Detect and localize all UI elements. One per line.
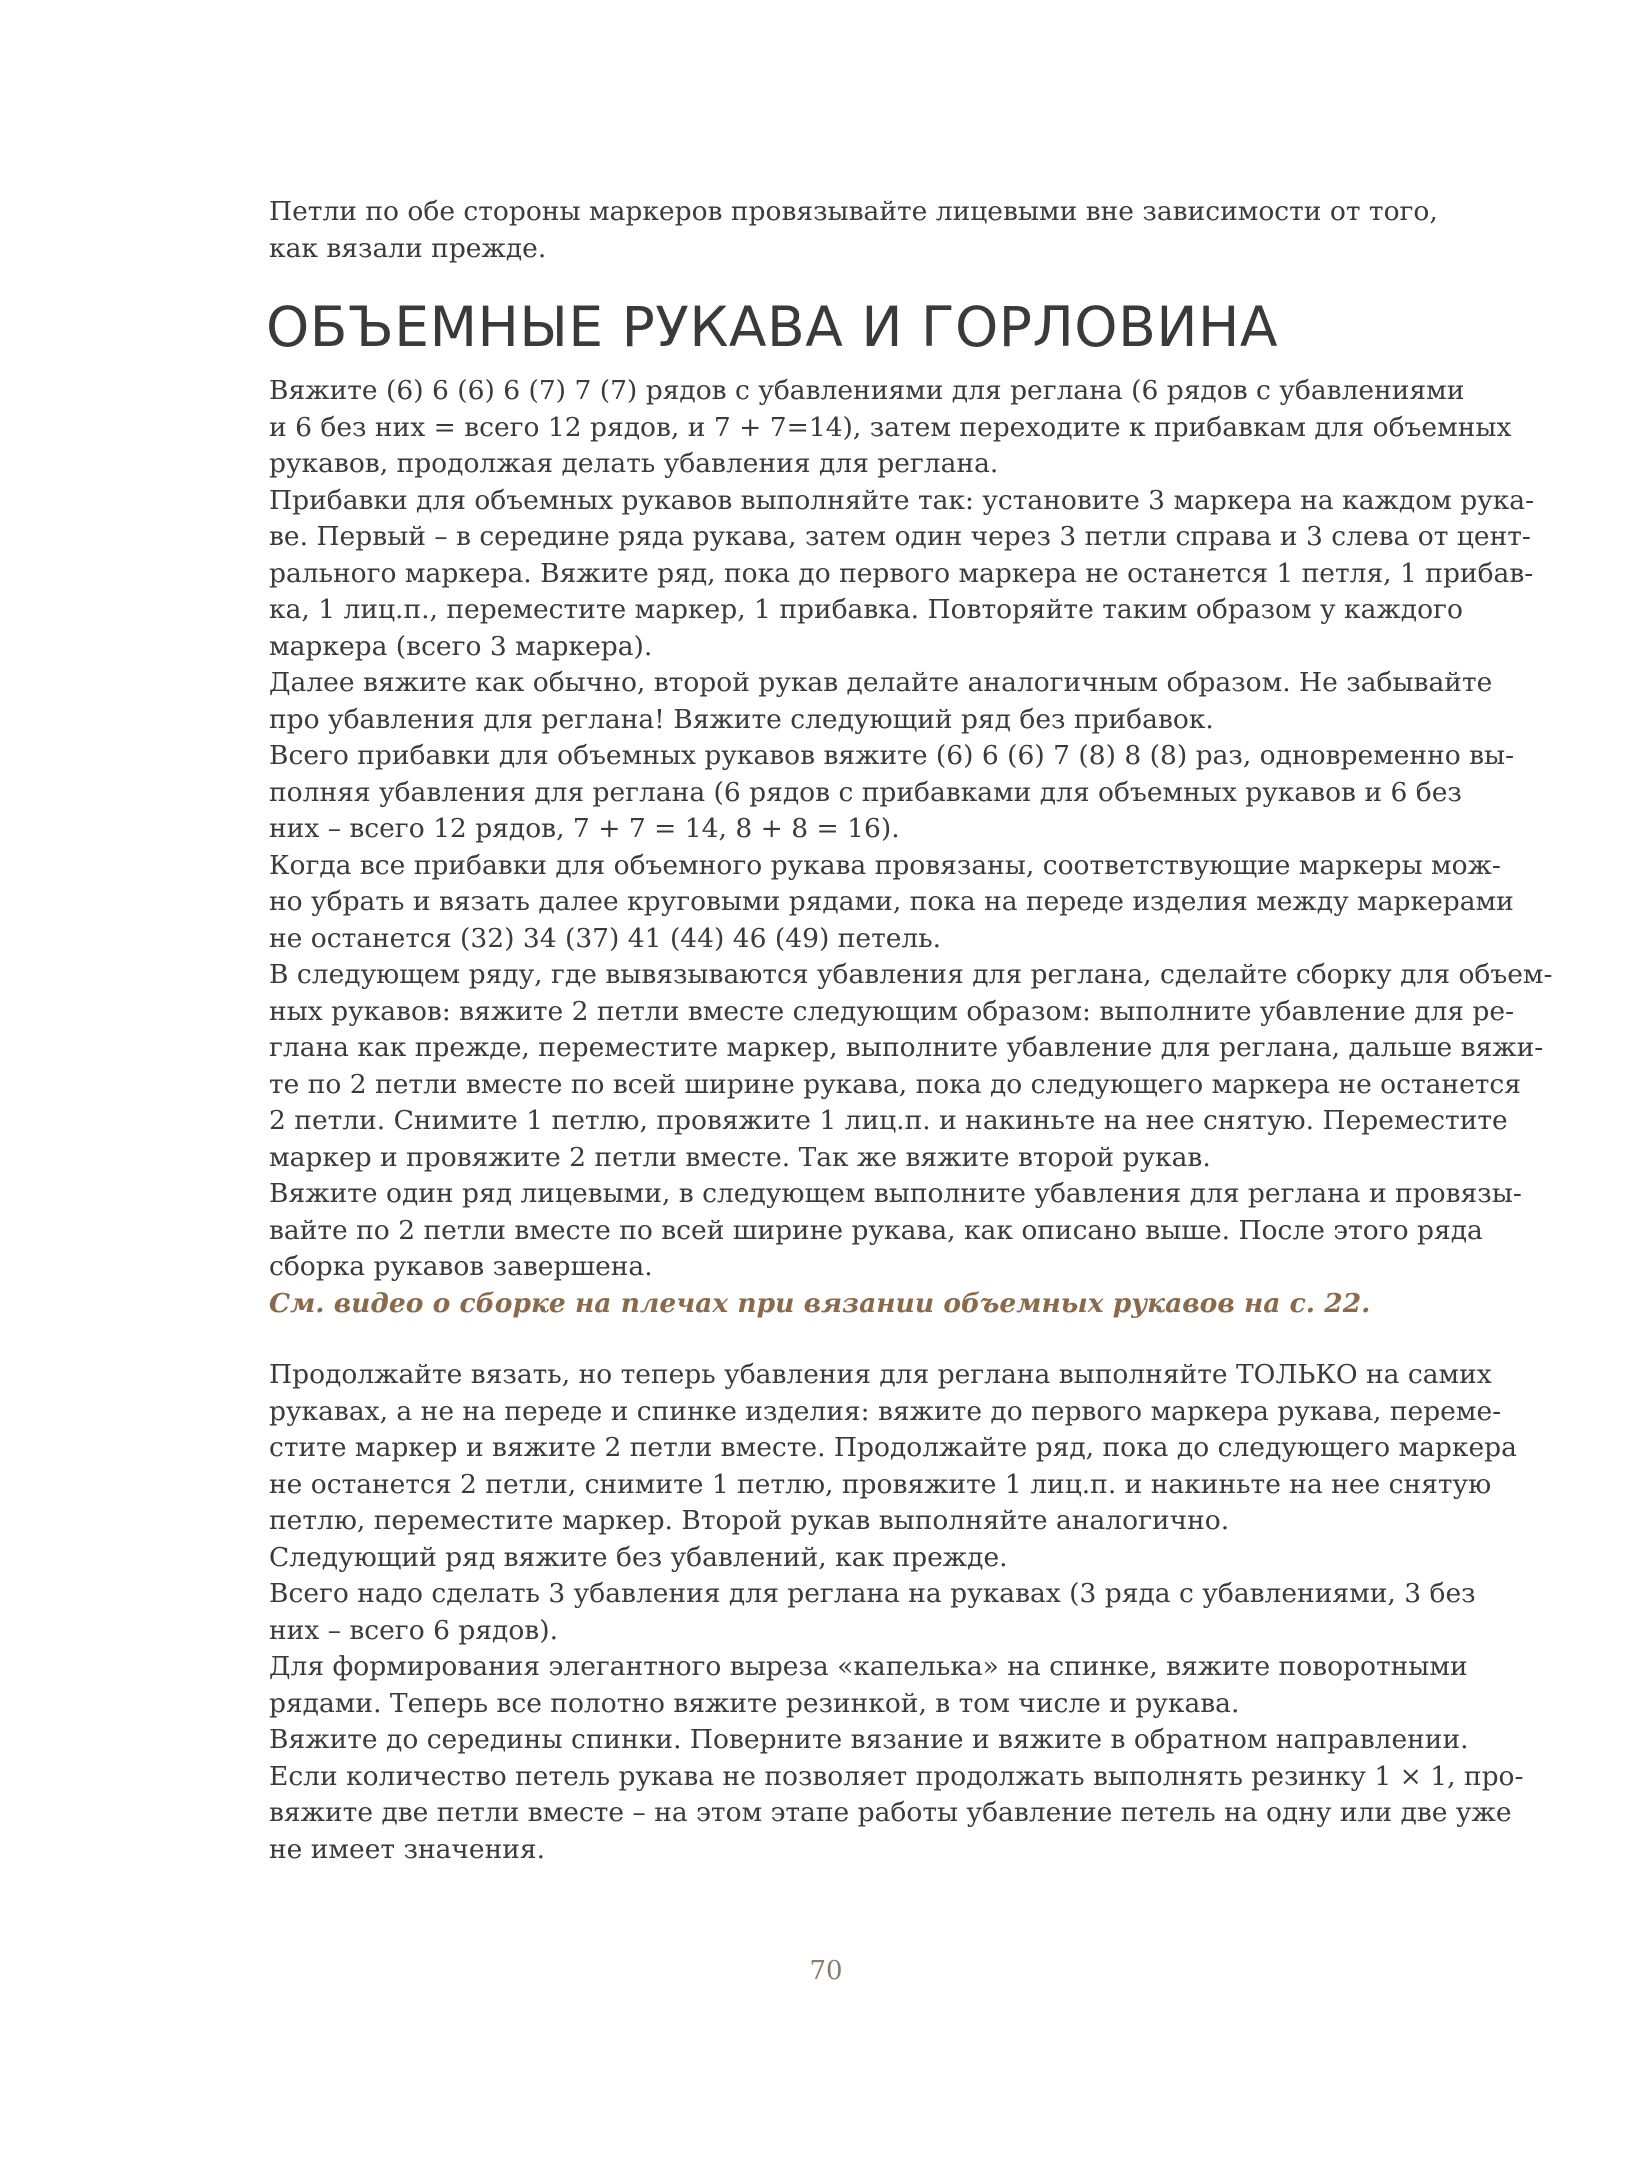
paragraph [269, 848, 1514, 958]
text-line: Далее вяжите как обычно, второй рукав делайте аналогичным образом. Не забывайте [269, 667, 1493, 698]
text-line: маркер и провяжите 2 петли вместе. Так же вяжите второй рукав. [269, 1141, 1211, 1173]
text-line: сборка рукавов завершена. [269, 1251, 653, 1282]
text-line: Всего надо сделать 3 убавления для реглана на рукавах (3 ряда с убавлениями, 3 без [269, 1578, 1476, 1609]
text-line: Вяжите (6) 6 (6) 6 (7) 7 (7) рядов с убавлениями для реглана (6 рядов с убавлениями [269, 375, 1465, 406]
paragraph [269, 1357, 1517, 1540]
text-line: 2 петли. Снимите 1 петлю, провяжите 1 лиц.п. и накиньте на нее снятую. Переместите [269, 1105, 1508, 1136]
paragraph [269, 957, 1553, 1176]
text-line: рального маркера. Вяжите ряд, пока до первого маркера не останется 1 петля, 1 прибав- [269, 557, 1534, 589]
text-line: Петли по обе стороны маркеров провязывайте лицевыми вне зависимости от того, [269, 196, 1438, 227]
paragraph [269, 194, 1459, 267]
text-line: них – всего 12 рядов, 7 + 7 = 14, 8 + 8 = 16). [269, 813, 900, 844]
paragraph [269, 1176, 1522, 1286]
text-line: Вяжите один ряд лицевыми, в следующем выполните убавления для реглана и провязы- [269, 1178, 1522, 1209]
text-line: петлю, переместите маркер. Второй рукав выполняйте аналогично. [269, 1505, 1230, 1536]
text-line: рядами. Теперь все полотно вяжите резинкой, в том числе и рукава. [269, 1687, 1240, 1719]
video-reference-note: См. видео о сборке на плечах при вязании объемных рукавов на с. 22. [269, 1287, 1371, 1319]
text-line: те по 2 петли вместе по всей ширине рукава, пока до следующего маркера не останется [269, 1068, 1521, 1100]
paragraph [269, 1649, 1468, 1722]
text-line: Когда все прибавки для объемного рукава провязаны, соответствующие маркеры мож- [269, 849, 1501, 881]
paragraph [269, 373, 1512, 483]
text-line: Если количество петель рукава не позволяет продолжать выполнять резинку 1 × 1, про- [269, 1760, 1524, 1792]
paragraph [269, 1576, 1476, 1649]
text-line: про убавления для реглана! Вяжите следующий ряд без прибавок. [269, 703, 1214, 735]
text-line: вайте по 2 петли вместе по всей ширине рукава, как описано выше. После этого ряда [269, 1214, 1483, 1246]
text-line: стите маркер и вяжите 2 петли вместе. Продолжайте ряд, пока до следующего маркера [269, 1432, 1517, 1463]
paragraph [269, 665, 1493, 738]
paragraph [269, 738, 1515, 848]
text-line: Продолжайте вязать, но теперь убавления для реглана выполняйте ТОЛЬКО на самих [269, 1359, 1492, 1390]
text-line: Всего прибавки для объемных рукавов вяжите (6) 6 (6) 7 (8) 8 (8) раз, одновременно вы- [269, 740, 1515, 771]
text-line: как вязали прежде. [269, 232, 547, 264]
text-line: Вяжите до середины спинки. Поверните вязание и вяжите в обратном направлении. [269, 1724, 1469, 1755]
intro-paragraph [269, 194, 1459, 267]
text-line: них – всего 6 рядов). [269, 1614, 558, 1646]
text-line: ных рукавов: вяжите 2 петли вместе следующим образом: выполните убавление для ре- [269, 995, 1515, 1027]
paragraph [269, 1759, 1524, 1869]
text-line: маркера (всего 3 маркера). [269, 630, 653, 662]
text-line: рукавах, а не на переде и спинке изделия: вяжите до первого маркера рукава, переме- [269, 1395, 1502, 1427]
paragraph [269, 1540, 1459, 1577]
text-line: полняя убавления для реглана (6 рядов с прибавками для объемных рукавов и 6 без [269, 776, 1462, 808]
text-line: не имеет значения. [269, 1833, 546, 1865]
text-line: вяжите две петли вместе – на этом этапе работы убавление петель на одну или две уже [269, 1797, 1512, 1828]
section-heading: ОБЪЕМНЫЕ РУКАВА И ГОРЛОВИНА [266, 295, 1278, 359]
text-line: Для формирования элегантного выреза «капелька» на спинке, вяжите поворотными [269, 1651, 1468, 1682]
text-line: Следующий ряд вяжите без убавлений, как прежде. [269, 1541, 1008, 1573]
text-line: Прибавки для объемных рукавов выполняйте так: установите 3 маркера на каждом рука- [269, 484, 1535, 516]
text-line: но убрать и вязать далее круговыми рядами, пока на переде изделия между маркерами [269, 886, 1514, 917]
text-line: В следующем ряду, где вывязываются убавления для реглана, сделайте сборку для объем- [269, 959, 1553, 990]
text-line: глана как прежде, переместите маркер, выполните убавление для реглана, дальше вяжи- [269, 1032, 1544, 1063]
text-line: ве. Первый – в середине ряда рукава, затем один через 3 петли справа и 3 слева от цент- [269, 521, 1531, 552]
text-line: рукавов, продолжая делать убавления для реглана. [269, 448, 999, 479]
text-line: не останется 2 петли, снимите 1 петлю, провяжите 1 лиц.п. и накиньте на нее снятую [269, 1468, 1492, 1500]
text-line: ка, 1 лиц.п., переместите маркер, 1 прибавка. Повторяйте таким образом у каждого [269, 594, 1463, 625]
text-line: не останется (32) 34 (37) 41 (44) 46 (49) петель. [269, 922, 942, 954]
text-line: и 6 без них = всего 12 рядов, и 7 + 7=14), затем переходите к прибавкам для объемных [269, 411, 1512, 443]
paragraph [269, 1722, 1469, 1759]
instructions-block-2 [269, 1357, 1524, 1868]
instructions-block-1 [269, 373, 1553, 1322]
page-number: 70 [809, 1956, 843, 1986]
paragraph [269, 483, 1535, 666]
